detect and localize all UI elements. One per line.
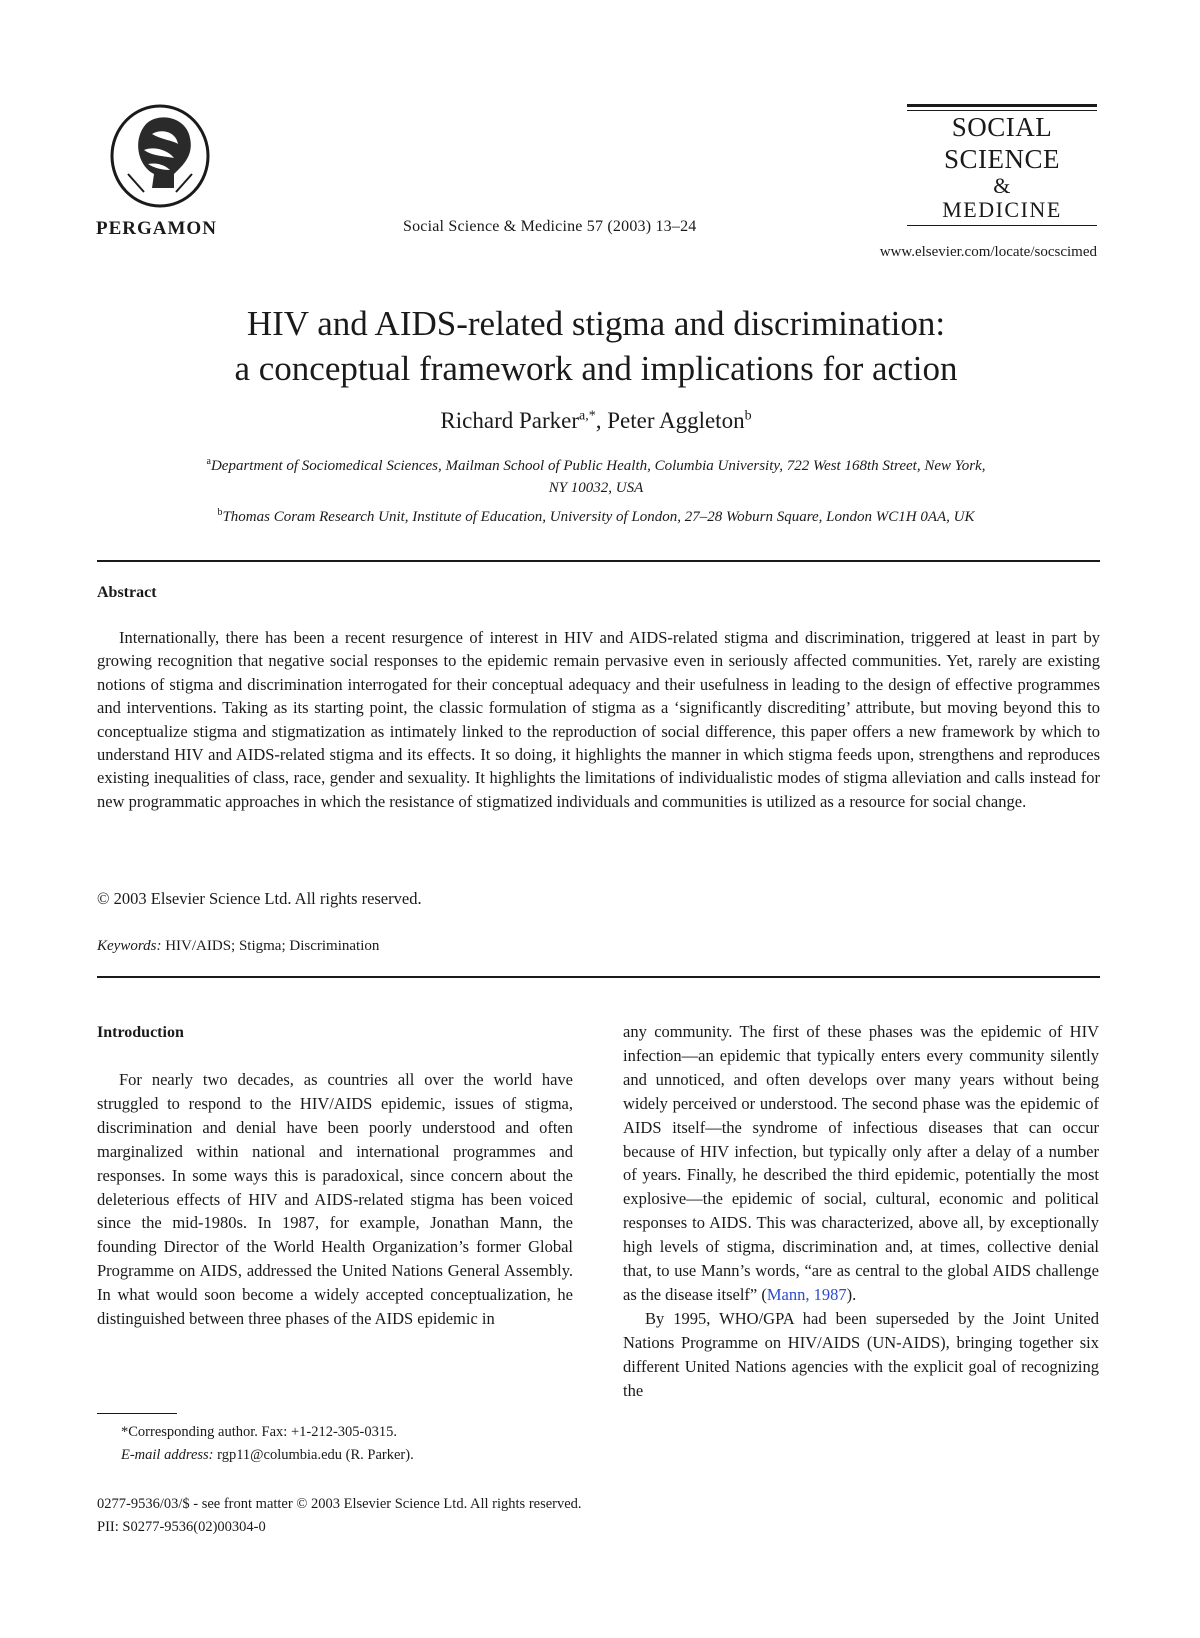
masthead-line-1: SOCIAL [951, 112, 1053, 142]
citation-open: ( [757, 1284, 767, 1304]
affiliation-b-mark: b [217, 507, 223, 518]
right-column [623, 1020, 1099, 1403]
right-paragraph-2-text: By 1995, WHO/GPA had been superseded by the Joint United Nations Programme on HIV/AIDS (UN-AIDS), bringing together six different United Nations agencies with the explicit goal of recognizing the [623, 1308, 1099, 1400]
author-2: Peter Aggleton [607, 408, 745, 433]
masthead-line-2: SCIENCE [943, 144, 1060, 174]
footnote-email [121, 1444, 414, 1466]
abstract-rule-top [97, 560, 1100, 562]
keywords-list: HIV/AIDS; Stigma; Discrimination [165, 938, 380, 954]
citation-close: ). [846, 1284, 857, 1304]
keywords-label: Keywords: [97, 938, 162, 954]
email-address[interactable]: rgp11@columbia.edu (R. Parker). [213, 1447, 414, 1463]
masthead-rule-top [907, 104, 1097, 107]
footnote-corresponding: *Corresponding author. Fax: +1-212-305-0315. [121, 1424, 397, 1440]
affiliation-a-line-2: NY 10032, USA [548, 480, 644, 496]
author-1-mark: a,* [579, 408, 596, 424]
publisher-logo [96, 104, 236, 240]
masthead-line-4: MEDICINE [942, 197, 1062, 222]
citation-link-mann-1987[interactable]: Mann, 1987 [766, 1284, 847, 1304]
left-paragraph: For nearly two decades, as countries all over the world have struggled to respond to the HIV/AIDS epidemic, issues of stigma, discrimination and denial have been poorly understood and often marginalized within national and international programmes and responses. In some ways this is paradoxical, since concern about the deleterious effects of HIV and AIDS-related stigma has been voiced since the mid-1980s. In 1987, for example, Jonathan Mann, the founding Director of the World Health Organization’s former Global Programme on AIDS, addressed the United Nations General Assembly. In what would soon become a widely accepted conceptualization, he distinguished between three phases of the AIDS epidemic in [97, 1070, 573, 1329]
abstract-heading: Abstract [97, 584, 157, 601]
affiliation-b [96, 502, 1096, 528]
abstract-rule-bottom [97, 976, 1100, 978]
author-separator: , [595, 408, 608, 433]
right-paragraph-2 [623, 1307, 1099, 1403]
affiliation-b-text: Thomas Coram Research Unit, Institute of Education, University of London, 27–28 Woburn Square, London WC1H 0AA, UK [222, 509, 975, 525]
introduction-heading: Introduction [97, 1024, 184, 1041]
footnote-rule [97, 1413, 177, 1414]
pii-line: PII: S0277-9536(02)00304-0 [97, 1519, 266, 1535]
abstract-text: Internationally, there has been a recent resurgence of interest in HIV and AIDS-related stigma and discrimination, triggered at least in part by growing recognition that negative social responses to the epidemic remain pervasive even in seriously affected communities. Yet, rarely are existing notions of stigma and discrimination interrogated for their conceptual adequacy and their usefulness in leading to the design of effective programmes and interventions. Taking as its starting point, the classic formulation of stigma as a ‘significantly discrediting’ attribute, but moving beyond this to conceptualize stigma and stigmatization as intimately linked to the reproduction of social difference, this paper offers a new framework by which to understand HIV and AIDS-related stigma and its effects. It so doing, it highlights the manner in which stigma feeds upon, strengthens and reproduces existing inequalities of class, race, gender and sexuality. It highlights the limitations of individualistic modes of stigma alleviation and calls instead for new programmatic approaches in which the resistance of stigmatized individuals and communities is utilized as a resource for social change. [97, 628, 1100, 811]
title-line-1: HIV and AIDS-related stigma and discrimination: [246, 304, 946, 343]
keywords [97, 938, 379, 955]
issn-line: 0277-9536/03/$ - see front matter © 2003 Elsevier Science Ltd. All rights reserved. [97, 1496, 582, 1512]
abstract-body [97, 626, 1100, 813]
journal-reference: Social Science & Medicine 57 (2003) 13–24 [403, 218, 697, 235]
publisher-name: PERGAMON [96, 218, 217, 239]
affiliation-a-mark: a [206, 456, 211, 467]
author-2-mark: b [744, 408, 752, 424]
abstract-copyright: © 2003 Elsevier Science Ltd. All rights reserved. [97, 889, 422, 908]
tree-logo-icon [108, 104, 212, 212]
affiliation-a-line-1: Department of Sociomedical Sciences, Mailman School of Public Health, Columbia University, 722 West 168th Street, New York, [210, 458, 986, 474]
affiliation-a [96, 451, 1096, 499]
author-list [96, 408, 1096, 434]
journal-masthead [907, 104, 1097, 226]
author-1: Richard Parker [440, 408, 580, 433]
title-line-2: a conceptual framework and implications for action [234, 349, 958, 388]
article-title [96, 301, 1096, 391]
journal-url[interactable]: www.elsevier.com/locate/socscimed [879, 244, 1097, 260]
left-column [97, 1068, 573, 1331]
masthead-line-3: & [993, 173, 1011, 198]
right-paragraph-1-text: any community. The first of these phases was the epidemic of HIV infection—an epidemic that typically enters every community silently and unnoticed, and often develops over many years without being widely perceived or understood. The second phase was the epidemic of AIDS itself—the syndrome of infectious diseases that can occur because of HIV infection, but typically only after a delay of a number of years. Finally, he described the third epidemic, potentially the most explosive—the epidemic of social, cultural, economic and political responses to AIDS. This was characterized, above all, by exceptionally high levels of stigma, discrimination and, at times, collective denial that, to use Mann’s words, “are as central to the global AIDS challenge as the disease itself” [623, 1022, 1099, 1304]
email-label: E-mail address: [121, 1447, 214, 1463]
masthead-rule-bottom [907, 225, 1097, 226]
right-paragraph-1 [623, 1020, 1099, 1307]
